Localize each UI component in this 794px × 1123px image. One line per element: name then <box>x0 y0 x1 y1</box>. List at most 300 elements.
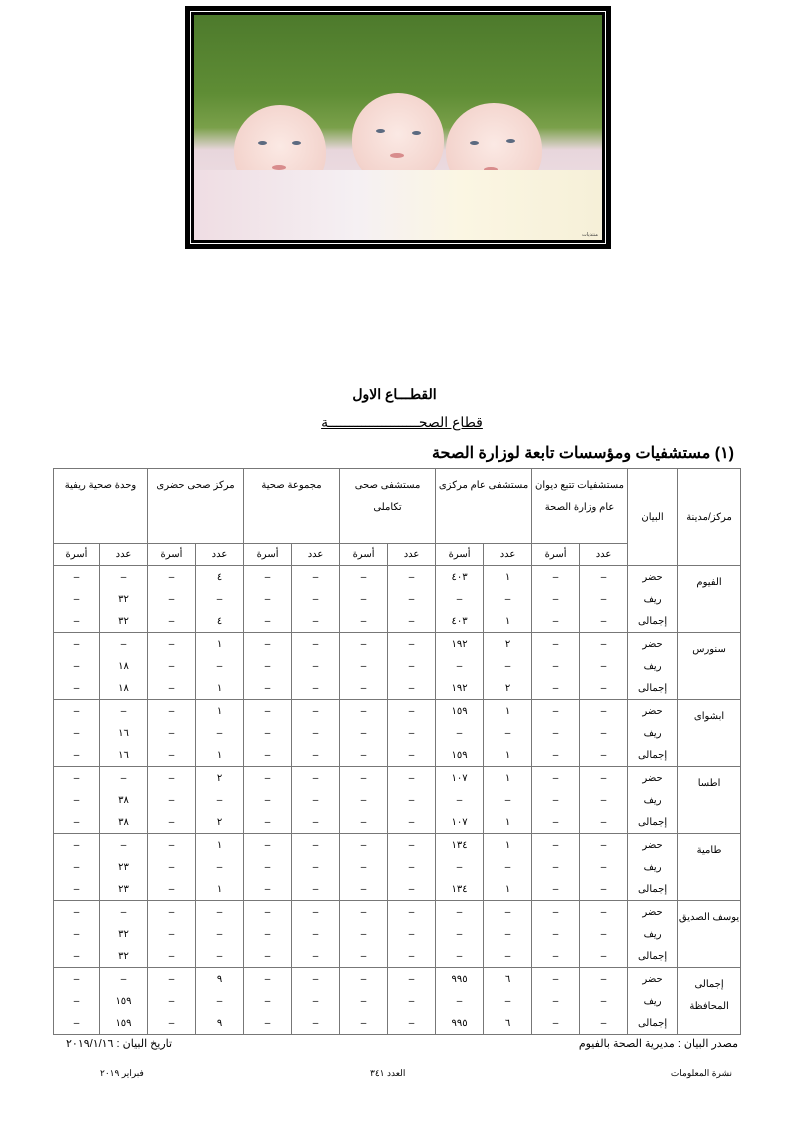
table-cell: – <box>196 655 244 677</box>
table-cell: – <box>532 945 580 968</box>
table-cell: – <box>148 1012 196 1035</box>
table-row <box>54 566 741 589</box>
footer-issue: العدد ٣٤١ <box>370 1068 406 1078</box>
header-statement: البيان <box>628 469 678 566</box>
table-cell: – <box>54 856 100 878</box>
table-cell: – <box>148 923 196 945</box>
row-label: ريف <box>628 990 678 1012</box>
city-name: طامية <box>678 834 741 901</box>
table-cell: – <box>580 856 628 878</box>
header-urban-center: مركز صحى حضرى <box>148 469 244 544</box>
row-label: إجمالى <box>628 1012 678 1035</box>
table-cell: – <box>388 566 436 589</box>
table-cell: – <box>196 789 244 811</box>
table-cell: ٤ <box>196 566 244 589</box>
table-cell: ٩ <box>196 968 244 991</box>
table-cell: – <box>580 633 628 656</box>
table-cell: – <box>244 811 292 834</box>
table-cell: – <box>244 722 292 744</box>
table-cell: – <box>484 655 532 677</box>
table-cell: – <box>148 722 196 744</box>
table-cell: – <box>388 1012 436 1035</box>
table-cell: – <box>148 610 196 633</box>
table-cell: – <box>54 633 100 656</box>
table-cell: – <box>292 677 340 700</box>
table-cell: ١٦ <box>100 722 148 744</box>
table-cell: – <box>292 789 340 811</box>
city-name: يوسف الصديق <box>678 901 741 968</box>
row-label: حضر <box>628 566 678 589</box>
table-cell: – <box>292 566 340 589</box>
table-cell: – <box>340 968 388 991</box>
table-cell: – <box>54 945 100 968</box>
table-cell: – <box>244 588 292 610</box>
table-cell: ١ <box>484 700 532 723</box>
table-cell: – <box>532 588 580 610</box>
table-cell: – <box>532 878 580 901</box>
table-cell: – <box>292 744 340 767</box>
table-cell: ١٠٧ <box>436 811 484 834</box>
row-label: إجمالى <box>628 744 678 767</box>
table-cell: – <box>532 700 580 723</box>
table-cell: ١٥٩ <box>436 700 484 723</box>
table-cell: – <box>484 901 532 924</box>
table-cell: ١٨ <box>100 677 148 700</box>
table-cell: – <box>388 700 436 723</box>
city-name: اطسا <box>678 767 741 834</box>
table-cell: – <box>532 901 580 924</box>
table-cell: ٢٣ <box>100 878 148 901</box>
table-cell: – <box>148 856 196 878</box>
row-label: ريف <box>628 722 678 744</box>
row-label: إجمالى <box>628 677 678 700</box>
health-facilities-table <box>53 468 741 1035</box>
table-cell: – <box>54 834 100 857</box>
table-cell: ٤٠٣ <box>436 566 484 589</box>
data-source: مصدر البيان : مديرية الصحة بالفيوم <box>578 1038 738 1050</box>
table-cell: – <box>340 566 388 589</box>
table-cell: – <box>580 722 628 744</box>
table-cell: – <box>580 968 628 991</box>
table-cell: – <box>148 811 196 834</box>
photo-frame <box>185 6 611 249</box>
table-cell: ١٥٩ <box>436 744 484 767</box>
table-cell: – <box>54 990 100 1012</box>
table-row <box>54 990 741 1012</box>
row-label: حضر <box>628 633 678 656</box>
row-label: إجمالى <box>628 811 678 834</box>
table-cell: ٣٢ <box>100 588 148 610</box>
table-cell: – <box>580 789 628 811</box>
table-cell: – <box>580 834 628 857</box>
table-cell: ١ <box>196 744 244 767</box>
table-cell: – <box>340 767 388 790</box>
table-cell: ٢٣ <box>100 856 148 878</box>
table-cell: – <box>436 655 484 677</box>
table-cell: – <box>532 677 580 700</box>
footer-publication: نشرة المعلومات <box>670 1068 732 1078</box>
table-cell: – <box>388 901 436 924</box>
header-central-hospital: مستشفى عام مركزى <box>436 469 532 544</box>
table-cell: – <box>388 610 436 633</box>
table-cell: – <box>388 968 436 991</box>
table-cell: – <box>196 588 244 610</box>
table-cell: – <box>148 901 196 924</box>
table-cell: ١ <box>484 767 532 790</box>
table-cell: – <box>532 923 580 945</box>
table-cell: – <box>292 901 340 924</box>
table-cell: – <box>54 677 100 700</box>
table-cell: – <box>100 767 148 790</box>
table-cell: ٣٨ <box>100 789 148 811</box>
table-cell: – <box>148 945 196 968</box>
table-cell: – <box>148 566 196 589</box>
table-cell: – <box>244 610 292 633</box>
table-cell: ١٣٤ <box>436 878 484 901</box>
table-cell: – <box>196 856 244 878</box>
table-cell: ٢ <box>196 811 244 834</box>
table-cell: – <box>54 968 100 991</box>
row-label: حضر <box>628 834 678 857</box>
table-cell: ١٨ <box>100 655 148 677</box>
table-cell: – <box>292 923 340 945</box>
blanket <box>194 170 602 240</box>
table-cell: – <box>148 990 196 1012</box>
table-cell: – <box>340 811 388 834</box>
header-row <box>54 469 741 544</box>
table-cell: – <box>54 767 100 790</box>
table-cell: – <box>100 700 148 723</box>
table-cell: – <box>532 990 580 1012</box>
table-row <box>54 901 741 924</box>
table-cell: – <box>100 901 148 924</box>
row-label: ريف <box>628 789 678 811</box>
table-cell: – <box>54 744 100 767</box>
table-cell: – <box>388 811 436 834</box>
table-cell: – <box>340 610 388 633</box>
table-cell: – <box>580 923 628 945</box>
table-cell: – <box>484 588 532 610</box>
table-cell: – <box>340 700 388 723</box>
table-cell: – <box>54 700 100 723</box>
table-cell: – <box>436 901 484 924</box>
table-row <box>54 968 741 991</box>
row-label: إجمالى <box>628 610 678 633</box>
header-ministry-hospitals: مستشفيات تتبع ديوان عام وزارة الصحة <box>532 469 628 544</box>
table-cell: – <box>54 1012 100 1035</box>
subheader-count: عدد <box>484 544 532 566</box>
table-cell: – <box>148 633 196 656</box>
table-cell: – <box>148 878 196 901</box>
table-cell: – <box>580 811 628 834</box>
table-cell: – <box>292 655 340 677</box>
table-cell: – <box>292 1012 340 1035</box>
table-cell: ٣٢ <box>100 923 148 945</box>
table-row <box>54 722 741 744</box>
table-cell: – <box>100 566 148 589</box>
table-cell: ١٩٢ <box>436 677 484 700</box>
table-cell: – <box>484 722 532 744</box>
table-cell: – <box>580 655 628 677</box>
table-cell: – <box>292 610 340 633</box>
table-cell: – <box>148 677 196 700</box>
table-cell: – <box>196 722 244 744</box>
city-name: الفيوم <box>678 566 741 633</box>
table-cell: ١٣٤ <box>436 834 484 857</box>
table-cell: – <box>244 856 292 878</box>
subheader-beds: أسرة <box>436 544 484 566</box>
table-cell: – <box>388 633 436 656</box>
table-cell: ١٩٢ <box>436 633 484 656</box>
photo-border <box>190 11 606 244</box>
table-cell: – <box>244 968 292 991</box>
table-row <box>54 856 741 878</box>
table-cell: – <box>340 744 388 767</box>
table-cell: – <box>244 744 292 767</box>
table-cell: ٤ <box>196 610 244 633</box>
table-cell: – <box>484 923 532 945</box>
subheader-count: عدد <box>388 544 436 566</box>
table-cell: – <box>54 901 100 924</box>
table-cell: – <box>484 990 532 1012</box>
city-name: إجمالى المحافظة <box>678 968 741 1035</box>
city-name: سنورس <box>678 633 741 700</box>
table-cell: – <box>436 856 484 878</box>
table-cell: – <box>148 588 196 610</box>
table-cell: – <box>244 945 292 968</box>
table-cell: – <box>244 677 292 700</box>
table-cell: ١ <box>196 700 244 723</box>
table-cell: – <box>340 878 388 901</box>
table-cell: – <box>340 633 388 656</box>
table-cell: – <box>340 655 388 677</box>
table-cell: – <box>148 834 196 857</box>
row-label: إجمالى <box>628 878 678 901</box>
table-cell: – <box>292 700 340 723</box>
table-cell: – <box>580 610 628 633</box>
table-cell: – <box>292 588 340 610</box>
table-cell: – <box>532 968 580 991</box>
table-cell: – <box>532 566 580 589</box>
table-cell: – <box>388 856 436 878</box>
row-label: حضر <box>628 700 678 723</box>
table-cell: – <box>54 811 100 834</box>
row-label: حضر <box>628 968 678 991</box>
table-cell: – <box>580 1012 628 1035</box>
table-cell: – <box>388 588 436 610</box>
table-cell: ١٥٩ <box>100 1012 148 1035</box>
table-cell: – <box>54 610 100 633</box>
table-cell: – <box>580 878 628 901</box>
table-cell: – <box>100 834 148 857</box>
row-label: إجمالى <box>628 945 678 968</box>
table-cell: – <box>244 1012 292 1035</box>
table-cell: – <box>54 789 100 811</box>
subheader-beds: أسرة <box>532 544 580 566</box>
table-cell: – <box>244 923 292 945</box>
table-cell: – <box>148 968 196 991</box>
table-cell: – <box>244 834 292 857</box>
sector-heading: القطـــاع الاول <box>352 386 437 402</box>
table-cell: ١ <box>196 677 244 700</box>
table-cell: ١ <box>484 878 532 901</box>
table-cell: – <box>436 588 484 610</box>
table-cell: – <box>340 923 388 945</box>
table-cell: – <box>532 722 580 744</box>
photo-watermark: منتديات <box>582 232 598 238</box>
table-cell: – <box>340 990 388 1012</box>
table-cell: – <box>580 767 628 790</box>
table-row <box>54 789 741 811</box>
table-cell: ٩٩٥ <box>436 968 484 991</box>
table-cell: – <box>54 923 100 945</box>
table-cell: – <box>292 990 340 1012</box>
table-cell: – <box>340 901 388 924</box>
table-cell: ٣٨ <box>100 811 148 834</box>
table-cell: – <box>388 767 436 790</box>
table-row <box>54 610 741 633</box>
table-cell: ١ <box>196 834 244 857</box>
table-cell: – <box>580 945 628 968</box>
table-cell: – <box>340 1012 388 1035</box>
table-cell: – <box>532 834 580 857</box>
table-cell: ٦ <box>484 968 532 991</box>
subheader-beds: أسرة <box>148 544 196 566</box>
table-row <box>54 1012 741 1035</box>
header-integrated-hospital: مستشفى صحى تكاملى <box>340 469 436 544</box>
table-cell: – <box>100 968 148 991</box>
table-cell: – <box>196 945 244 968</box>
table-row <box>54 878 741 901</box>
table-cell: – <box>292 811 340 834</box>
table-cell: ٢ <box>484 677 532 700</box>
row-label: حضر <box>628 901 678 924</box>
table-cell: – <box>484 856 532 878</box>
table-cell: – <box>292 722 340 744</box>
header-rural-unit: وحدة صحية ريفية <box>54 469 148 544</box>
table-cell: – <box>436 945 484 968</box>
table-cell: – <box>340 722 388 744</box>
table-cell: ٦ <box>484 1012 532 1035</box>
table-cell: ٩٩٥ <box>436 1012 484 1035</box>
table-cell: – <box>532 789 580 811</box>
table-cell: ١٠٧ <box>436 767 484 790</box>
table-cell: – <box>196 990 244 1012</box>
table-row <box>54 677 741 700</box>
header-health-group: مجموعة صحية <box>244 469 340 544</box>
subheader-count: عدد <box>292 544 340 566</box>
footer-month: فبراير ٢٠١٩ <box>100 1068 144 1078</box>
table-cell: ١٥٩ <box>100 990 148 1012</box>
subheader-count: عدد <box>580 544 628 566</box>
table-title: (١) مستشفيات ومؤسسات تابعة لوزارة الصحة <box>431 445 734 462</box>
table-cell: – <box>436 990 484 1012</box>
table-cell: – <box>580 901 628 924</box>
row-label: ريف <box>628 856 678 878</box>
row-label: ريف <box>628 588 678 610</box>
table-cell: – <box>148 700 196 723</box>
table-cell: – <box>196 923 244 945</box>
row-label: حضر <box>628 767 678 790</box>
table-cell: ١ <box>484 744 532 767</box>
table-cell: – <box>484 945 532 968</box>
subheader-count: عدد <box>196 544 244 566</box>
table-row <box>54 700 741 723</box>
table-cell: – <box>54 566 100 589</box>
babies-photo <box>194 15 602 240</box>
table-cell: ١ <box>484 834 532 857</box>
table-cell: ٢ <box>484 633 532 656</box>
table-cell: – <box>436 789 484 811</box>
table-cell: – <box>532 744 580 767</box>
table-row <box>54 655 741 677</box>
table-cell: – <box>340 789 388 811</box>
table-cell: – <box>244 633 292 656</box>
table-cell: – <box>54 588 100 610</box>
table-row <box>54 767 741 790</box>
table-cell: – <box>532 856 580 878</box>
table-cell: ٤٠٣ <box>436 610 484 633</box>
table-cell: – <box>436 923 484 945</box>
table-cell: – <box>292 968 340 991</box>
table-cell: – <box>532 1012 580 1035</box>
table-cell: – <box>532 767 580 790</box>
table-cell: – <box>580 700 628 723</box>
table-cell: – <box>436 722 484 744</box>
table-cell: – <box>340 677 388 700</box>
table-cell: – <box>388 878 436 901</box>
table-cell: – <box>244 789 292 811</box>
table-cell: – <box>388 945 436 968</box>
table-cell: – <box>580 990 628 1012</box>
table-cell: – <box>532 610 580 633</box>
table-cell: ٣٢ <box>100 610 148 633</box>
table-cell: ١ <box>484 610 532 633</box>
table-cell: – <box>580 744 628 767</box>
table-cell: – <box>54 655 100 677</box>
table-cell: ١ <box>484 811 532 834</box>
table-cell: – <box>148 789 196 811</box>
table-cell: ١ <box>484 566 532 589</box>
table-cell: – <box>148 744 196 767</box>
subheader-beds: أسرة <box>54 544 100 566</box>
table-cell: – <box>148 767 196 790</box>
table-row <box>54 811 741 834</box>
table-cell: ٣٢ <box>100 945 148 968</box>
table-cell: – <box>292 945 340 968</box>
table-row <box>54 744 741 767</box>
table-cell: – <box>340 588 388 610</box>
table-row <box>54 633 741 656</box>
table-cell: – <box>580 566 628 589</box>
table-cell: – <box>532 633 580 656</box>
table-cell: – <box>196 901 244 924</box>
table-cell: – <box>532 811 580 834</box>
table-cell: – <box>388 789 436 811</box>
table-cell: – <box>244 901 292 924</box>
city-name: ابشواى <box>678 700 741 767</box>
row-label: ريف <box>628 655 678 677</box>
table-cell: – <box>532 655 580 677</box>
table-cell: – <box>244 878 292 901</box>
table-cell: – <box>292 856 340 878</box>
table-cell: – <box>388 744 436 767</box>
subheader-beds: أسرة <box>340 544 388 566</box>
table-cell: – <box>54 878 100 901</box>
table-row <box>54 945 741 968</box>
table-cell: – <box>292 633 340 656</box>
table-cell: – <box>580 677 628 700</box>
